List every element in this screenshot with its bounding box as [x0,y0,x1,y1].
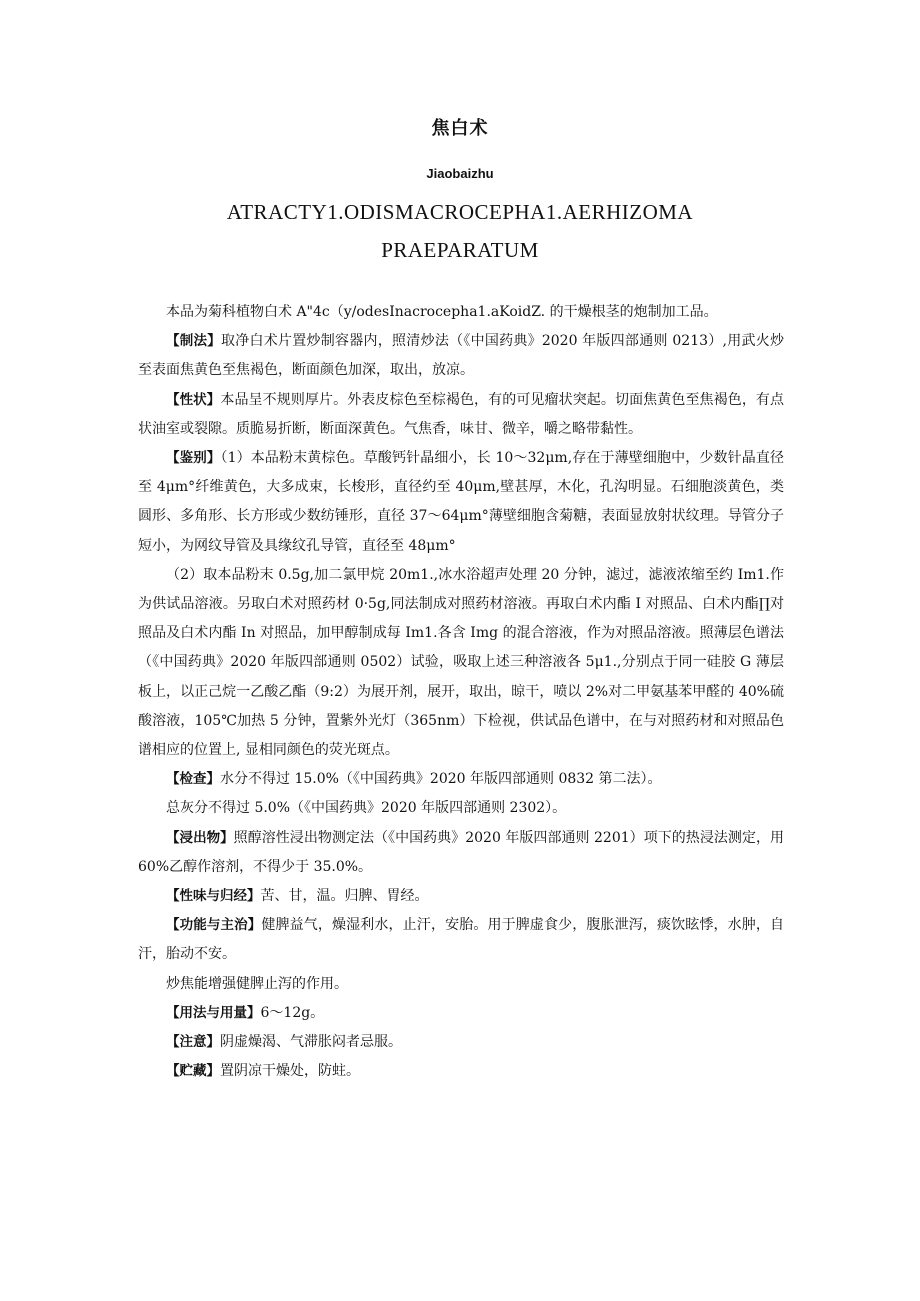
section-charring-note [138,970,784,999]
section-label: 【制法】 [166,333,222,350]
section-examination [138,765,784,794]
latin-name-line-2: PRAEPARATUM [381,238,539,262]
section-text: 置阴凉干燥处，防蛀。 [220,1063,360,1080]
section-label: 【注意】 [166,1034,220,1051]
section-identification [138,444,784,561]
section-label: 【贮藏】 [166,1063,220,1080]
section-preparation [138,327,784,385]
section-text: 水分不得过 15.0%（《中国药典》2020 年版四部通则 0832 第二法）。 [220,771,662,788]
pinyin-name: Jiaobaizhu [426,166,494,181]
section-label: 【功能与主治】 [166,917,262,934]
section-text: 阴虚燥渴、气滞胀闷者忌服。 [220,1034,402,1051]
section-text: 健脾益气，燥湿利水，止汗，安胎。用于脾虚食少，腹胀泄泻，痰饮眩悸，水肿，自汗，胎动不安。 [138,917,785,963]
intro-paragraph: 本品为菊科植物白术 A"4c（y∕odesInacrocepha1.aKoidZ. 的干燥根茎的炮制加工品。 [166,304,718,320]
section-dosage [138,999,784,1028]
section-text: 本品呈不规则厚片。外表皮棕色至棕褐色，有的可见瘤状突起。切面焦黄色至焦褐色，有点状油室或裂隙。质脆易折断，断面深黄色。气焦香，味甘、微辛，嚼之略带黏性。 [138,391,785,437]
section-text: 苦、甘，温。归脾、胃经。 [260,888,429,905]
section-label: 【性状】 [166,391,221,408]
section-text: （1）本品粉末黄棕色。草酸钙针晶细小，长 10～32μm,存在于薄壁细胞中，少数针晶直径至 4μm°纤维黄色，大多成束，长梭形，直径约至 40μm,壁甚厚，木化，孔沟明显。石细胞淡黄色，类圆形、多角形、长方形或少数纺锤形，直径 37～64μm°薄壁细胞含菊糖，表面显放射状纹理。导管分子短小，为网纹导管及具缘纹孔导管，直径至 48μm° [138,450,785,554]
section-property-flavor [138,882,784,911]
section-label: 【浸出物】 [166,829,234,846]
section-text: （2）取本品粉末 0.5g,加二氯甲烷 20m1.,冰水浴超声处理 20 分钟，滤过，滤液浓缩至约 Im1.作为供试品溶液。另取白术对照药材 0·5g,同法制成对照药材溶液。再取白术内酯 I 对照品、白术内酯∏对照品及白术内酯 In 对照品，加甲醇制成每 Im1.各含 Img 的混合溶液，作为对照品溶液。照薄层色谱法（《中国药典》2020 年版四部通则 0502）试验，吸取上述三种溶液各 5μ1.,分别点于同一硅胶 G 薄层板上，以正己烷一乙酸乙酯（9:2）为展开剂，展开，取出，晾干，喷以 2%对二甲氨基苯甲醛的 40%硫酸溶液，105℃加热 5 分钟，置紫外光灯（365nm）下检视，供试品色谱中，在与对照药材和对照品色谱相应的位置上, 显相同颜色的荧光斑点。 [138,566,784,759]
section-text: 炒焦能增强健脾止泻的作用。 [166,975,348,992]
section-storage [138,1057,784,1086]
section-precautions [138,1028,784,1057]
section-actions-indications [138,911,784,969]
section-label: 【性味与归经】 [166,888,261,905]
section-text: 总灰分不得过 5.0%（《中国药典》2020 年版四部通则 2302）。 [166,800,567,817]
section-identification-2 [138,561,784,765]
section-extractives [138,824,784,882]
monograph-body [138,298,784,1086]
latin-name-line-1: ATRACTY1.ODISMACROCEPHA1.AERHIZOMA [226,200,694,224]
section-label: 【鉴别】 [166,450,221,467]
section-text: 照醇溶性浸出物测定法（《中国药典》2020 年版四部通则 2201）项下的热浸法测定，用 60%乙醇作溶剂，不得少于 35.0%。 [138,829,785,875]
section-description [138,386,784,444]
page-title: 焦白术 [431,118,489,139]
section-total-ash [138,794,784,823]
section-label: 【检查】 [166,771,220,788]
section-label: 【用法与用量】 [166,1004,261,1021]
section-text: 6～12g。 [260,1004,325,1021]
section-text: 取净白术片置炒制容器内，照清炒法（《中国药典》2020 年版四部通则 0213）,用武火炒至表面焦黄色至焦褐色，断面颜色加深，取出，放凉。 [138,333,784,379]
